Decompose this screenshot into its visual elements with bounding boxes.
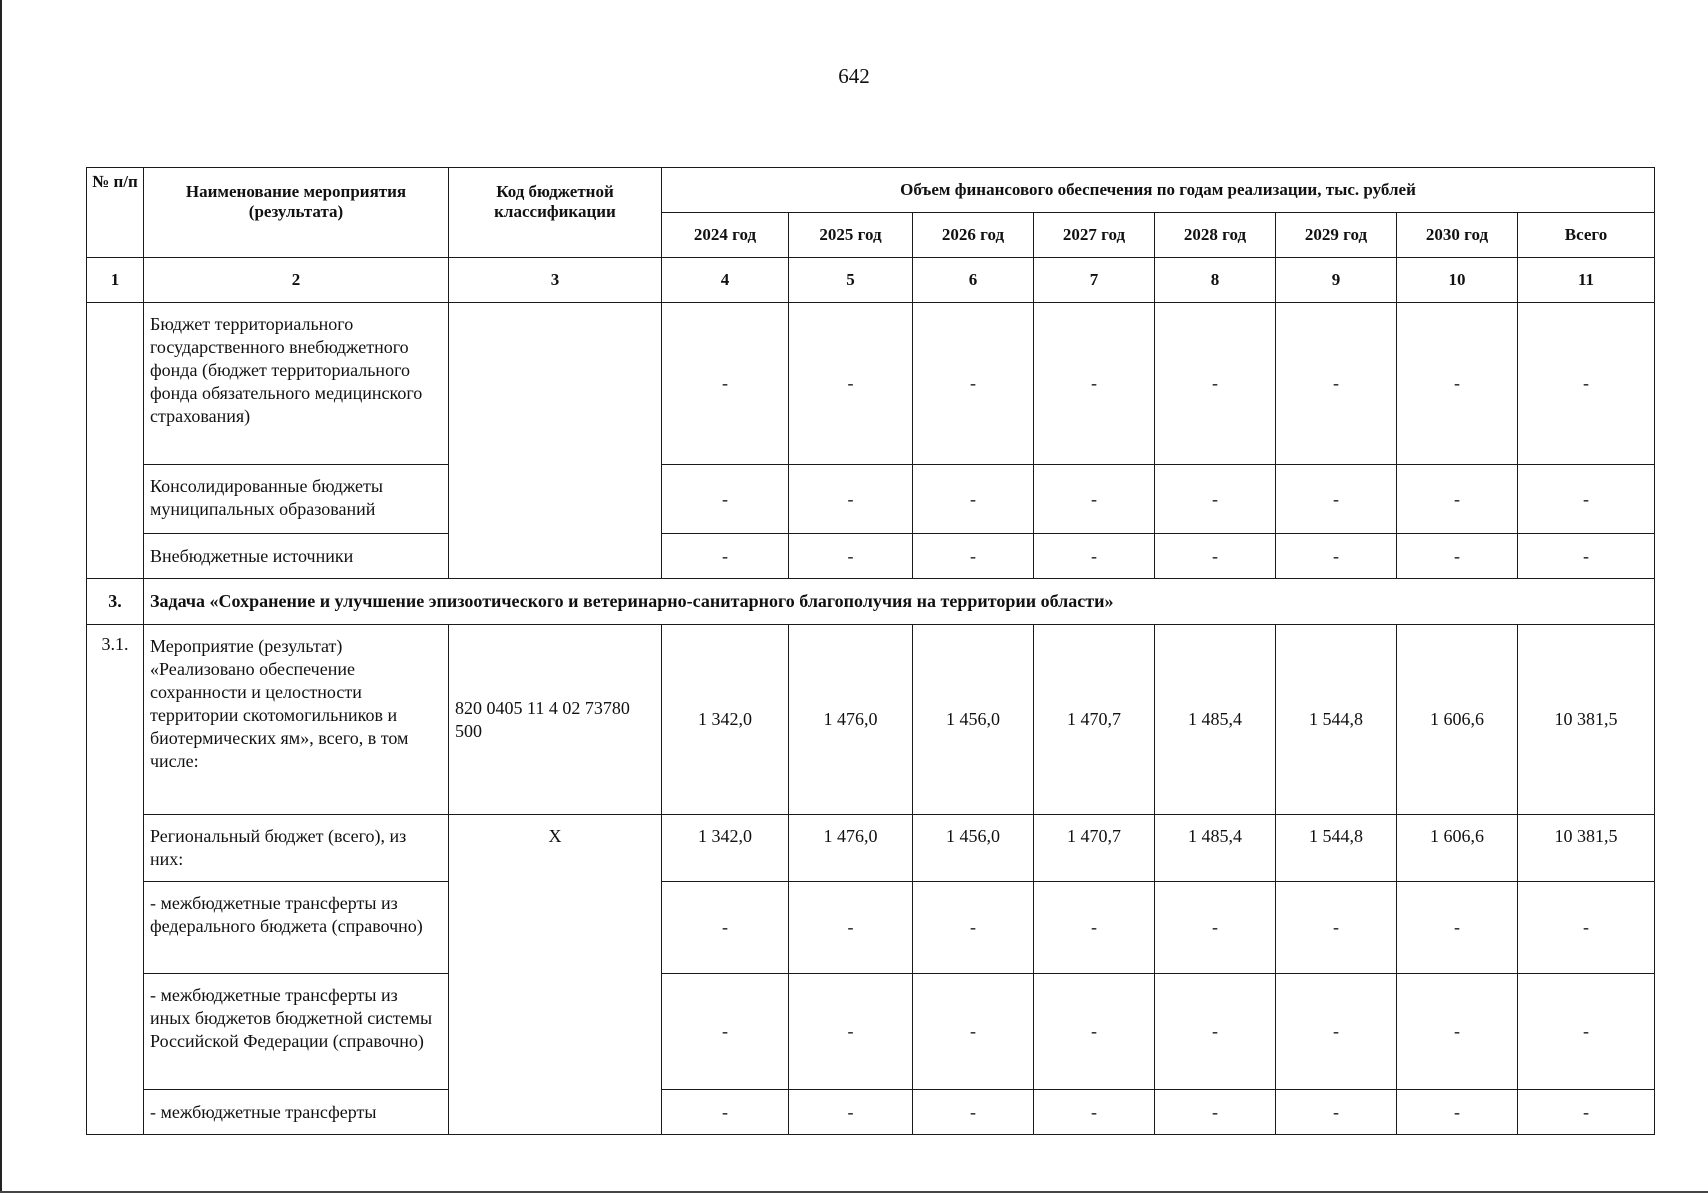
header-year: 2029 год <box>1276 213 1397 258</box>
financing-table <box>86 167 1655 1135</box>
value-cell: - <box>662 882 789 974</box>
value-cell: 1 456,0 <box>913 625 1034 815</box>
table-row <box>87 534 1655 579</box>
header-year: 2027 год <box>1034 213 1155 258</box>
row-name: - межбюджетные трансферты из федерального бюджета (справочно) <box>144 882 449 974</box>
value-cell: 1 470,7 <box>1034 625 1155 815</box>
value-cell: 1 476,0 <box>789 625 913 815</box>
value-cell: - <box>913 534 1034 579</box>
measure-row <box>87 625 1655 815</box>
value-cell: - <box>1518 882 1655 974</box>
header-num: № п/п <box>87 168 144 258</box>
value-cell: - <box>662 1090 789 1135</box>
value-cell: - <box>1276 1090 1397 1135</box>
header-year: 2025 год <box>789 213 913 258</box>
value-cell: 1 476,0 <box>789 815 913 882</box>
task-number: 3. <box>87 579 144 625</box>
header-index-row <box>87 258 1655 303</box>
table-row <box>87 815 1655 882</box>
header-code: Код бюджетной классификации <box>449 168 662 258</box>
value-cell: - <box>1155 303 1276 465</box>
value-cell: 1 485,4 <box>1155 625 1276 815</box>
row-name: Региональный бюджет (всего), из них: <box>144 815 449 882</box>
header-row-1 <box>87 168 1655 213</box>
value-cell: - <box>789 1090 913 1135</box>
value-cell: - <box>1034 1090 1155 1135</box>
value-cell: - <box>913 974 1034 1090</box>
header-total: Всего <box>1518 213 1655 258</box>
value-cell: - <box>1034 882 1155 974</box>
value-cell: - <box>913 303 1034 465</box>
col-index: 5 <box>789 258 913 303</box>
value-cell: 1 544,8 <box>1276 815 1397 882</box>
value-cell: 1 342,0 <box>662 815 789 882</box>
value-cell: - <box>1518 303 1655 465</box>
value-cell: - <box>1034 303 1155 465</box>
header-name: Наименование мероприятия (результата) <box>144 168 449 258</box>
measure-name: Мероприятие (результат) «Реализовано обеспечение сохранности и целостности территории скотомогильников и биотермических ям», всего, в том числе: <box>144 625 449 815</box>
value-cell: - <box>662 465 789 534</box>
empty-code-cell <box>449 303 662 579</box>
value-cell: - <box>1155 534 1276 579</box>
col-index: 8 <box>1155 258 1276 303</box>
value-cell: - <box>1276 882 1397 974</box>
value-cell: - <box>789 465 913 534</box>
col-index: 9 <box>1276 258 1397 303</box>
value-cell: - <box>1155 882 1276 974</box>
header-year: 2024 год <box>662 213 789 258</box>
table-row <box>87 974 1655 1090</box>
value-cell: - <box>913 882 1034 974</box>
empty-num-cell <box>87 303 144 579</box>
value-cell: - <box>1397 1090 1518 1135</box>
row-name: Внебюджетные источники <box>144 534 449 579</box>
value-cell: - <box>1034 534 1155 579</box>
value-cell: 1 456,0 <box>913 815 1034 882</box>
col-index: 7 <box>1034 258 1155 303</box>
value-cell: - <box>1518 465 1655 534</box>
code-x: X <box>449 815 662 1135</box>
value-cell: 1 342,0 <box>662 625 789 815</box>
col-index: 10 <box>1397 258 1518 303</box>
value-cell: - <box>789 974 913 1090</box>
value-cell: 1 544,8 <box>1276 625 1397 815</box>
row-name: Консолидированные бюджеты муниципальных образований <box>144 465 449 534</box>
col-index: 1 <box>87 258 144 303</box>
value-cell: - <box>913 1090 1034 1135</box>
value-cell: - <box>1155 974 1276 1090</box>
value-cell: - <box>1518 974 1655 1090</box>
header-year: 2026 год <box>913 213 1034 258</box>
value-cell: - <box>662 534 789 579</box>
table-row <box>87 882 1655 974</box>
value-cell: - <box>789 534 913 579</box>
measure-number: 3.1. <box>87 625 144 1135</box>
header-volume: Объем финансового обеспечения по годам реализации, тыс. рублей <box>662 168 1655 213</box>
table-row <box>87 1090 1655 1135</box>
value-cell: - <box>1397 303 1518 465</box>
value-cell: - <box>913 465 1034 534</box>
value-cell: 10 381,5 <box>1518 625 1655 815</box>
value-cell: - <box>1155 465 1276 534</box>
task-row <box>87 579 1655 625</box>
value-cell: - <box>1518 534 1655 579</box>
value-cell: - <box>1155 1090 1276 1135</box>
value-cell: - <box>662 303 789 465</box>
row-name: - межбюджетные трансферты из иных бюджетов бюджетной системы Российской Федерации (справочно) <box>144 974 449 1090</box>
value-cell: 1 606,6 <box>1397 815 1518 882</box>
value-cell: - <box>1276 534 1397 579</box>
col-index: 2 <box>144 258 449 303</box>
col-index: 3 <box>449 258 662 303</box>
col-index: 11 <box>1518 258 1655 303</box>
measure-code: 820 0405 11 4 02 73780 500 <box>449 625 662 815</box>
value-cell: - <box>662 974 789 1090</box>
value-cell: 10 381,5 <box>1518 815 1655 882</box>
value-cell: 1 470,7 <box>1034 815 1155 882</box>
row-name: - межбюджетные трансферты <box>144 1090 449 1135</box>
value-cell: - <box>1518 1090 1655 1135</box>
value-cell: 1 485,4 <box>1155 815 1276 882</box>
value-cell: - <box>1034 465 1155 534</box>
table-row <box>87 465 1655 534</box>
row-name: Бюджет территориального государственного внебюджетного фонда (бюджет территориального фонда обязательного медицинского страхования) <box>144 303 449 465</box>
value-cell: - <box>789 303 913 465</box>
value-cell: - <box>1276 974 1397 1090</box>
value-cell: - <box>1397 534 1518 579</box>
page-number: 642 <box>838 64 870 88</box>
header-year: 2030 год <box>1397 213 1518 258</box>
value-cell: 1 606,6 <box>1397 625 1518 815</box>
value-cell: - <box>789 882 913 974</box>
value-cell: - <box>1397 974 1518 1090</box>
header-year: 2028 год <box>1155 213 1276 258</box>
table-row <box>87 303 1655 465</box>
value-cell: - <box>1276 303 1397 465</box>
value-cell: - <box>1034 974 1155 1090</box>
page-bottom-edge <box>0 1191 1708 1193</box>
task-title: Задача «Сохранение и улучшение эпизоотического и ветеринарно-санитарного благополучия на территории области» <box>144 579 1655 625</box>
col-index: 6 <box>913 258 1034 303</box>
value-cell: - <box>1397 882 1518 974</box>
page-left-edge <box>0 0 2 1192</box>
value-cell: - <box>1276 465 1397 534</box>
value-cell: - <box>1397 465 1518 534</box>
col-index: 4 <box>662 258 789 303</box>
